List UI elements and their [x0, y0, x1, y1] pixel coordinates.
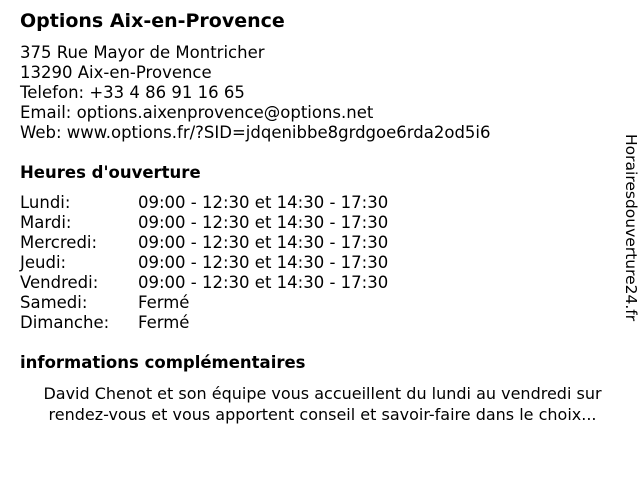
time-value: Fermé — [138, 313, 190, 332]
day-label: Lundi: — [20, 193, 71, 212]
address-city: 13290 Aix-en-Provence — [20, 63, 212, 82]
time-value: 09:00 - 12:30 et 14:30 - 17:30 — [138, 233, 389, 252]
site-credit: Horairesdouverture24.fr — [622, 134, 640, 322]
day-label: Mercredi: — [20, 233, 98, 252]
time-value: 09:00 - 12:30 et 14:30 - 17:30 — [138, 273, 389, 292]
hours-row-friday — [20, 273, 388, 293]
address-street: 375 Rue Mayor de Montricher — [20, 43, 265, 62]
day-label: Dimanche: — [20, 313, 110, 332]
description-line: rendez-vous et vous apportent conseil et savoir-faire dans le choix... — [48, 405, 597, 424]
hours-row-sunday — [20, 313, 388, 333]
opening-hours-heading: Heures d'ouverture — [20, 163, 201, 182]
hours-row-saturday — [20, 293, 388, 313]
time-value: 09:00 - 12:30 et 14:30 - 17:30 — [138, 253, 389, 272]
description-line: David Chenot et son équipe vous accueillent du lundi au vendredi sur — [43, 384, 602, 403]
website-url: Web: www.options.fr/?SID=jdqenibbe8grdgoe6rda2od5i6 — [20, 123, 491, 142]
additional-info-text — [15, 383, 630, 425]
day-label: Samedi: — [20, 293, 88, 312]
business-name: Options Aix-en-Provence — [20, 10, 285, 32]
opening-hours-table — [20, 193, 388, 333]
email-address: Email: options.aixenprovence@options.net — [20, 103, 374, 122]
phone-number: Telefon: +33 4 86 91 16 65 — [20, 83, 245, 102]
additional-info-heading: informations complémentaires — [20, 353, 306, 372]
time-value: Fermé — [138, 293, 190, 312]
hours-row-thursday — [20, 253, 388, 273]
hours-row-wednesday — [20, 233, 388, 253]
hours-row-monday — [20, 193, 388, 213]
time-value: 09:00 - 12:30 et 14:30 - 17:30 — [138, 213, 389, 232]
hours-row-tuesday — [20, 213, 388, 233]
day-label: Mardi: — [20, 213, 72, 232]
contact-block — [20, 43, 491, 143]
day-label: Vendredi: — [20, 273, 99, 292]
day-label: Jeudi: — [20, 253, 67, 272]
time-value: 09:00 - 12:30 et 14:30 - 17:30 — [138, 193, 389, 212]
